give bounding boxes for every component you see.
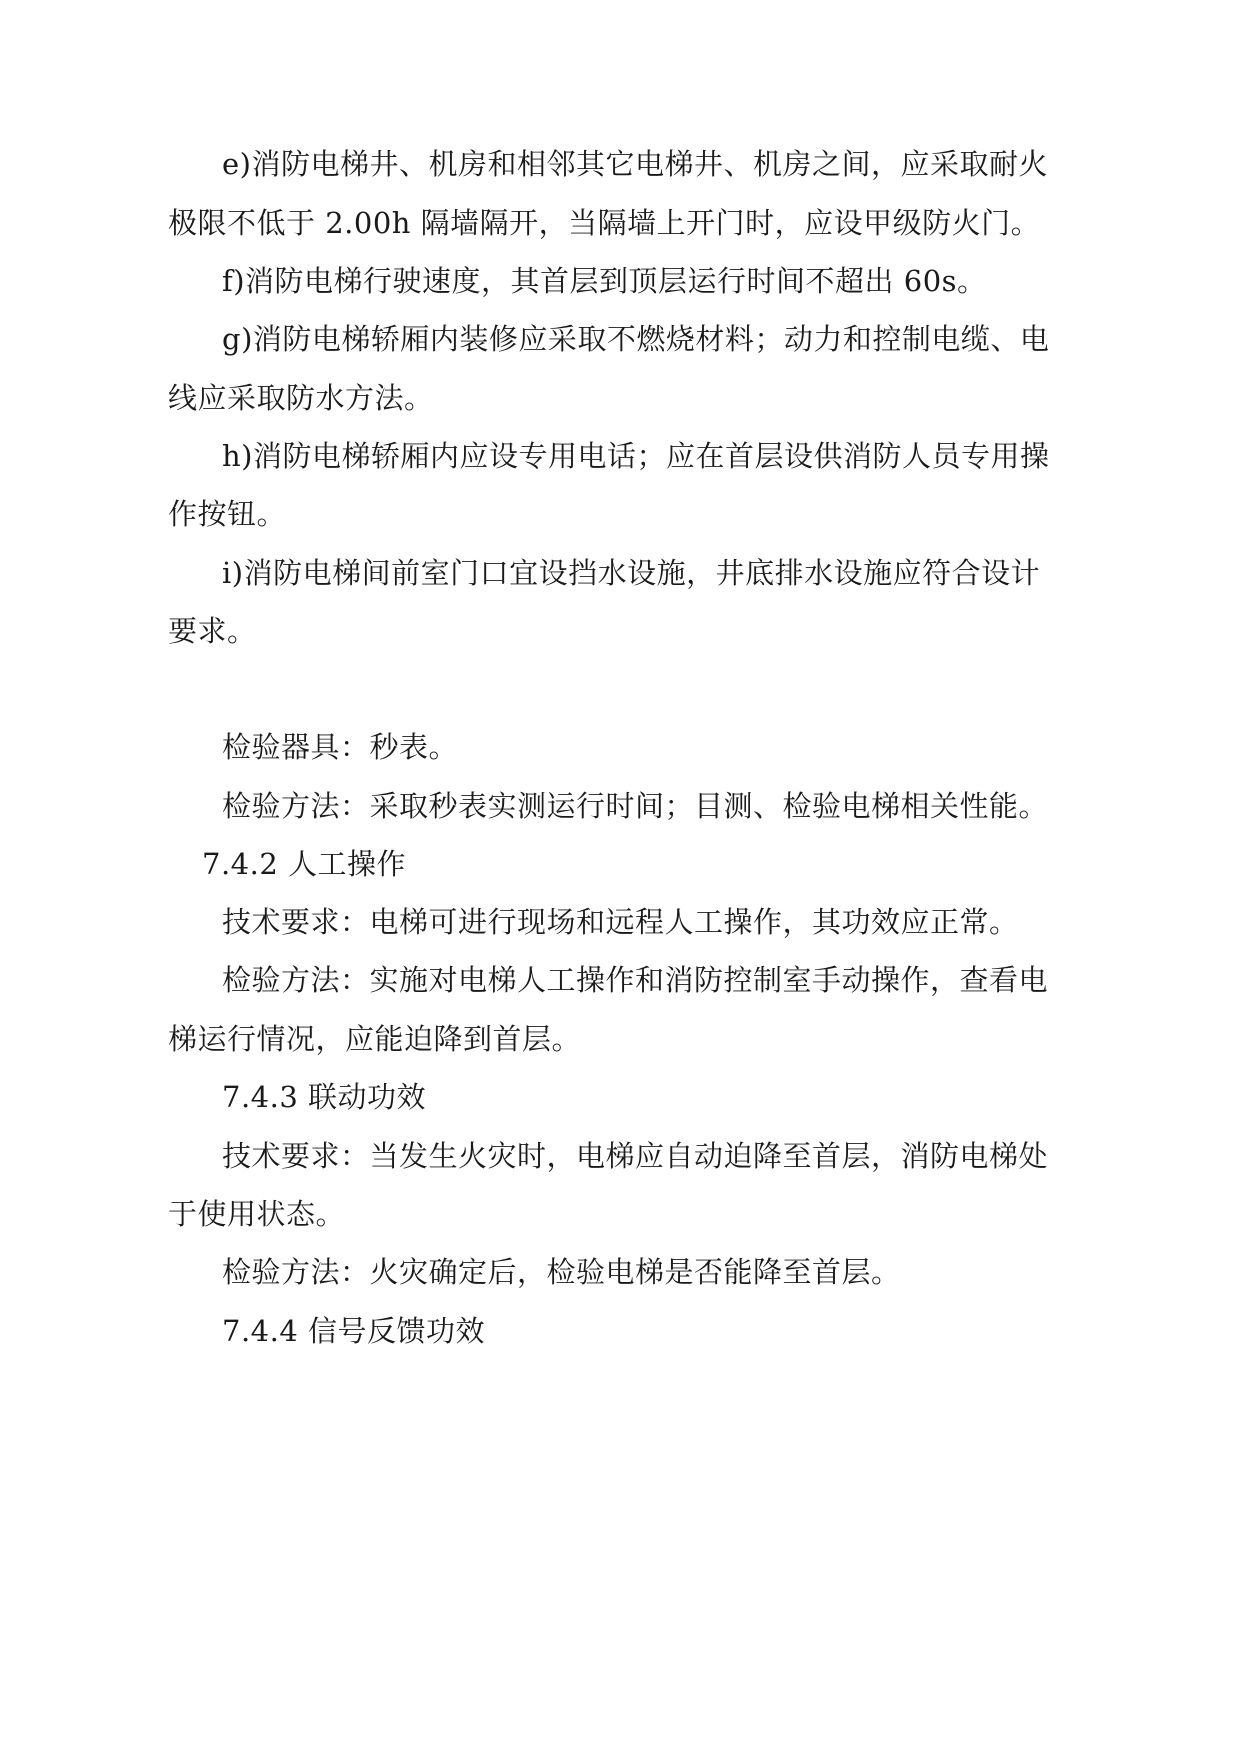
requirement-7-4-3-line-1: 技术要求：当发生火灾时，电梯应自动迫降至首层，消防电梯处 — [222, 1139, 1049, 1173]
paragraph-h-line-1: h)消防电梯轿厢内应设专用电话；应在首层设供消防人员专用操 — [222, 439, 1050, 473]
method-7-4-3: 检验方法：火灾确定后，检验电梯是否能降至首层。 — [222, 1255, 901, 1289]
paragraph-g-line-2: 线应采取防水方法。 — [168, 381, 434, 415]
paragraph-h-line-2: 作按钮。 — [168, 497, 287, 531]
paragraph-i-line-1: i)消防电梯间前室门口宜设挡水设施，井底排水设施应符合设计 — [222, 556, 1041, 590]
requirement-7-4-3-line-2: 于使用状态。 — [168, 1197, 346, 1231]
section-heading-7-4-3: 7.4.3 联动功效 — [222, 1080, 427, 1114]
paragraph-i-line-2: 要求。 — [168, 614, 257, 648]
paragraph-e-line-2: 极限不低于 2.00h 隔墙隔开，当隔墙上开门时，应设甲级防火门。 — [168, 206, 1041, 240]
method-7-4-2-line-1: 检验方法：实施对电梯人工操作和消防控制室手动操作，查看电 — [222, 963, 1049, 997]
paragraph-e-line-1: e)消防电梯井、机房和相邻其它电梯井、机房之间，应采取耐火 — [222, 147, 1048, 181]
paragraph-f-line-1: f)消防电梯行驶速度，其首层到顶层运行时间不超出 60s。 — [222, 264, 987, 298]
instruments-line: 检验器具：秒表。 — [222, 730, 459, 764]
method-7-4-2-line-2: 梯运行情况，应能迫降到首层。 — [168, 1022, 582, 1056]
paragraph-g-line-1: g)消防电梯轿厢内装修应采取不燃烧材料；动力和控制电缆、电 — [222, 322, 1050, 356]
section-heading-7-4-2: 7.4.2 人工操作 — [202, 847, 407, 881]
method-line: 检验方法：采取秒表实测运行时间；目测、检验电梯相关性能。 — [222, 789, 1049, 823]
requirement-7-4-2: 技术要求：电梯可进行现场和远程人工操作，其功效应正常。 — [222, 905, 1019, 939]
section-heading-7-4-4: 7.4.4 信号反馈功效 — [222, 1314, 486, 1348]
